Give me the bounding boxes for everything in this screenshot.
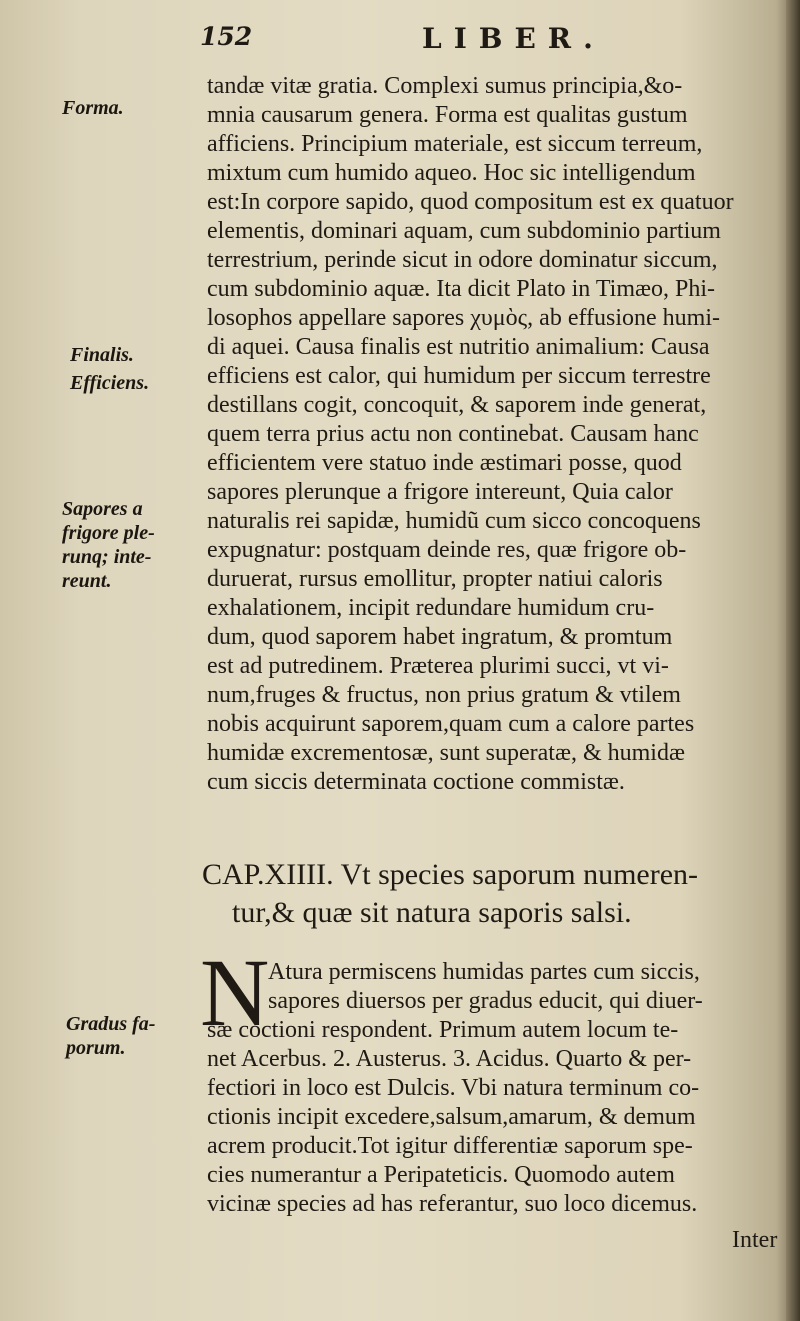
margin-note-line: reunt.	[62, 570, 112, 592]
margin-note-gradus	[66, 1012, 155, 1060]
margin-note-line: porum.	[66, 1037, 126, 1059]
text-line: di aquei. Causa finalis est nutritio animalium: Causa	[207, 334, 710, 360]
page-header	[200, 22, 760, 62]
text-line: afficiens. Principium materiale, est siccum terreum,	[207, 131, 703, 157]
text-line: mnia causarum genera. Forma est qualitas gustum	[207, 102, 688, 128]
text-line: Atura permiscens humidas partes cum siccis,	[268, 959, 700, 985]
text-line: ctionis incipit excedere,salsum,amarum, & demum	[207, 1104, 696, 1130]
text-line: net Acerbus. 2. Austerus. 3. Acidus. Quarto & per-	[207, 1046, 692, 1072]
text-line: expugnatur: postquam deinde res, quæ frigore ob-	[207, 537, 687, 563]
margin-note-line: Gradus fa-	[66, 1013, 156, 1035]
text-line: acrem producit.Tot igitur differentiæ saporum spe-	[207, 1133, 693, 1159]
text-line: est ad putredinem. Præterea plurimi succi, vt vi-	[207, 653, 669, 679]
folio-number: 152	[200, 22, 253, 51]
text-line: est:In corpore sapido, quod compositum est ex quatuor	[207, 189, 734, 215]
text-line: destillans cogit, concoquit, & saporem inde generat,	[207, 392, 707, 418]
margin-note-line: runq; inte-	[62, 546, 152, 568]
text-line: terrestrium, perinde sicut in odore dominatur siccum,	[207, 247, 718, 273]
text-line: humidæ excrementosæ, sunt superatæ, & humidæ	[207, 740, 685, 766]
text-line: sapores plerunque a frigore intereunt, Quia calor	[207, 479, 673, 505]
text-line: dum, quod saporem habet ingratum, & promtum	[207, 624, 673, 650]
text-line: losophos appellare sapores χυμὸς, ab effusione humi-	[207, 305, 721, 331]
text-line: tandæ vitæ gratia. Complexi sumus principia,&o-	[207, 73, 683, 99]
margin-note-forma: Forma.	[62, 97, 124, 119]
text-line: num,fruges & fructus, non prius gratum & vtilem	[207, 682, 681, 708]
chapter-heading-line: CAP.XIIII. Vt species saporum numeren-	[202, 858, 699, 891]
text-line: exhalationem, incipit redundare humidum cru-	[207, 595, 655, 621]
text-line: mixtum cum humido aqueo. Hoc sic intelligendum	[207, 160, 696, 186]
text-line: sæ coctioni respondent. Primum autem locum te-	[207, 1017, 679, 1043]
text-line: efficiens est calor, qui humidum per siccum terrestre	[207, 363, 711, 389]
text-line: quem terra prius actu non continebat. Causam hanc	[207, 421, 699, 447]
text-line: fectiori in loco est Dulcis. Vbi natura terminum co-	[207, 1075, 700, 1101]
text-line: naturalis rei sapidæ, humidũ cum sicco concoquens	[207, 508, 701, 534]
chapter-heading-line: tur,& quæ sit natura saporis salsi.	[232, 896, 632, 929]
drop-cap: N	[200, 939, 270, 1046]
text-line: elementis, dominari aquam, cum subdominio partium	[207, 218, 721, 244]
margin-note-efficiens: Efficiens.	[70, 372, 150, 394]
margin-note-finalis: Finalis.	[70, 344, 134, 366]
page-edge-shadow	[786, 0, 800, 1321]
text-line: cum subdominio aquæ. Ita dicit Plato in Timæo, Phi-	[207, 276, 716, 302]
text-line: sapores diuersos per gradus educit, qui diuer-	[268, 988, 703, 1014]
text-line: nobis acquirunt saporem,quam cum a calore partes	[207, 711, 695, 737]
text-line: cum siccis determinata coctione commistæ.	[207, 769, 625, 795]
margin-note-line: Sapores a	[62, 498, 143, 520]
margin-note-sapores	[62, 497, 155, 593]
catchword: Inter	[732, 1227, 778, 1253]
text-line: efficientem vere statuo inde æstimari posse, quod	[207, 450, 682, 476]
text-line: duruerat, rursus emollitur, propter natiui caloris	[207, 566, 663, 592]
text-line: vicinæ species ad has referantur, suo loco dicemus.	[207, 1191, 698, 1217]
running-title: LIBER.	[422, 22, 605, 55]
text-line: cies numerantur a Peripateticis. Quomodo autem	[207, 1162, 675, 1188]
margin-note-line: frigore ple-	[62, 522, 155, 544]
